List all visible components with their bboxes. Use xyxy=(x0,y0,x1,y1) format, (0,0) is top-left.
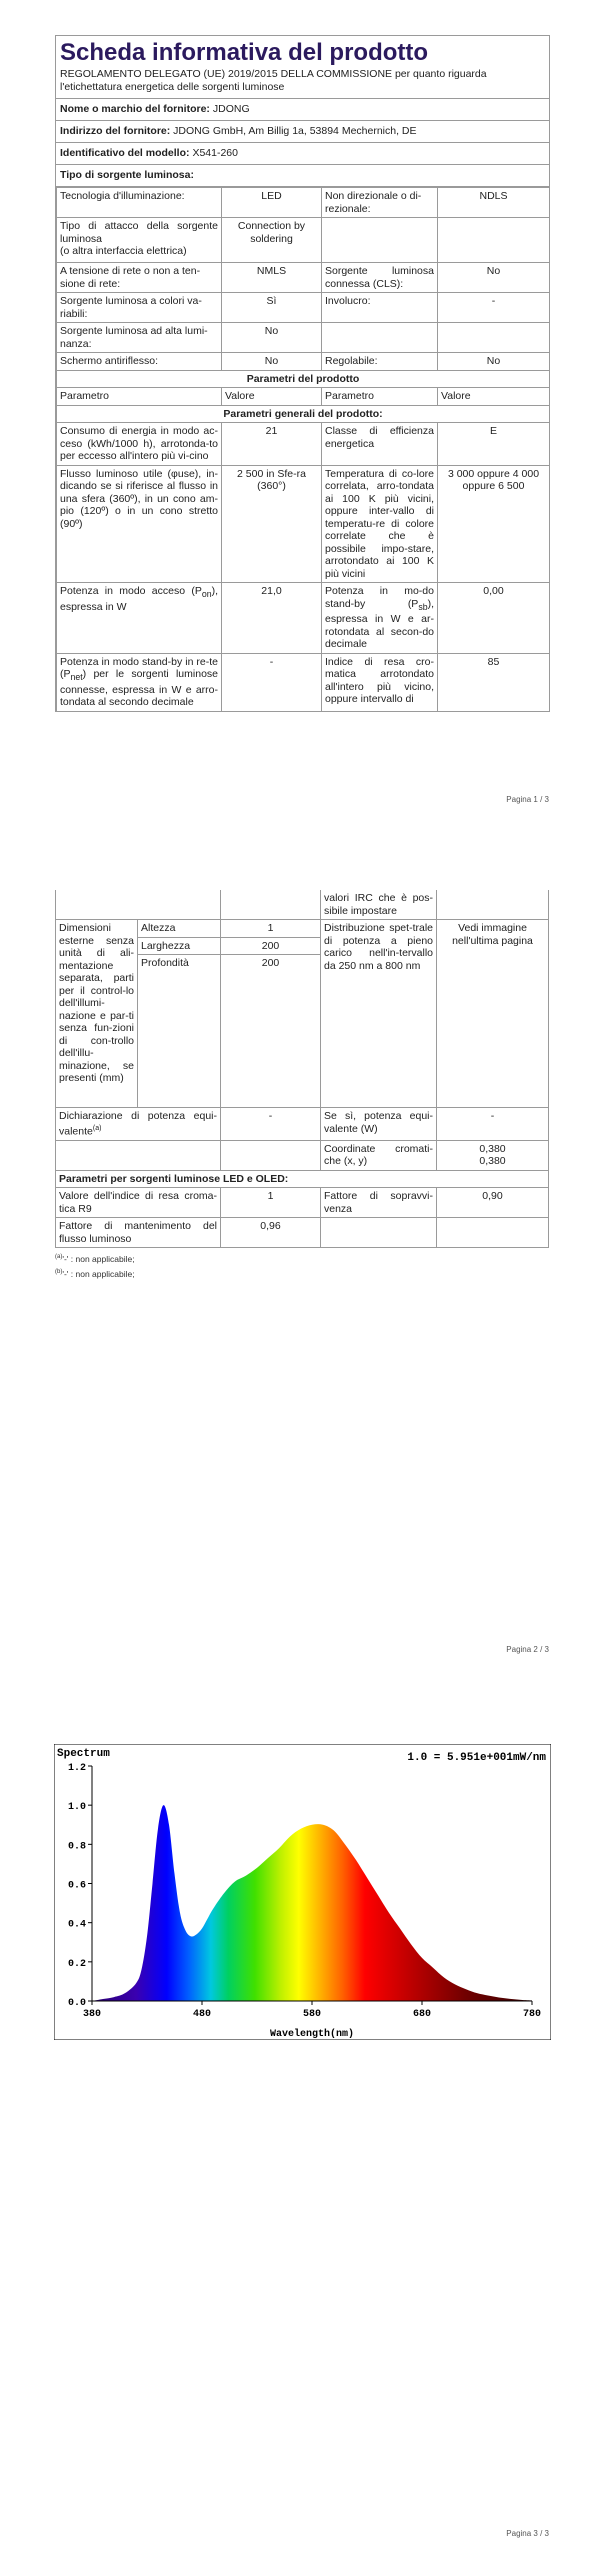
cct-value: 3 000 oppure 4 000 oppure 6 500 xyxy=(438,465,550,583)
product-sheet-page-1 xyxy=(55,35,550,712)
led-params-title: Parametri per sorgenti luminose LED e OLED: xyxy=(56,1170,549,1188)
x-tick-label: 780 xyxy=(522,2009,542,2020)
empty-cell xyxy=(438,323,550,353)
col-param-header: Parametro xyxy=(322,388,438,406)
mains-value: NMLS xyxy=(222,263,322,293)
chroma-label: Coordinate cromati-che (x, y) xyxy=(321,1140,437,1170)
table-row xyxy=(57,465,550,583)
dimmable-value: No xyxy=(438,353,550,371)
spd-label: Distribuzione spet-trale di potenza a pieno carico nell'in-tervallo da 250 nm a 800 nm xyxy=(321,920,437,1108)
pnet-label-b: ) per le sorgenti luminose connesse, espressa in W e arro-tondata al secondo decimale xyxy=(60,668,218,709)
y-tick-label: 1.0 xyxy=(67,1802,86,1814)
page-3 xyxy=(0,1730,603,2560)
eqw-label: Se sì, potenza equi-valente (W) xyxy=(321,1108,437,1141)
class-label: Classe di efficienza energetica xyxy=(322,423,438,466)
cap-label xyxy=(57,218,222,263)
regulation-text: REGOLAMENTO DELEGATO (UE) 2019/2015 DELLA COMMISSIONE per quanto riguarda l'etichettatura energetica delle sorgenti luminose xyxy=(56,68,549,99)
chroma-y: 0,380 xyxy=(479,1155,506,1167)
table-row xyxy=(56,1218,549,1248)
supplier-address-label: Indirizzo del fornitore: xyxy=(60,125,171,137)
nondir-label: Non direzionale o di-rezionale: xyxy=(322,188,438,218)
tech-label: Tecnologia d'illuminazione: xyxy=(57,188,222,218)
table-row xyxy=(56,920,549,938)
pon-label-a: Potenza in modo acceso (P xyxy=(60,585,202,597)
empty-cell xyxy=(438,218,550,263)
x-axis-label: Wavelength(nm) xyxy=(269,2029,355,2040)
x-tick-label: 480 xyxy=(192,2009,212,2020)
table-row xyxy=(57,405,550,423)
col-param-header: Parametro xyxy=(57,388,222,406)
mains-label: A tensione di rete o non a ten-sione di rete: xyxy=(57,263,222,293)
height-value: 1 xyxy=(221,920,321,938)
cri-label-cont: valori IRC che è pos-sibile impostare xyxy=(321,890,437,920)
empty-cell xyxy=(437,1218,549,1248)
surv-value: 0,90 xyxy=(437,1188,549,1218)
dimmable-label: Regolabile: xyxy=(322,353,438,371)
empty-cell xyxy=(221,1140,321,1170)
width-value: 200 xyxy=(221,937,321,955)
tech-value: LED xyxy=(222,188,322,218)
table-row xyxy=(57,583,550,654)
table-row xyxy=(57,218,550,263)
x-tick-label: 380 xyxy=(82,2009,102,2020)
pnet-value: - xyxy=(222,653,322,711)
page-2 xyxy=(0,880,603,1680)
footnote-a xyxy=(55,1251,548,1266)
empty-cell xyxy=(322,218,438,263)
connected-value: No xyxy=(438,263,550,293)
table-row xyxy=(57,323,550,353)
pon-label xyxy=(57,583,222,654)
chart-annotation: 1.0 = 5.951e+001mW/nm xyxy=(407,1752,546,1764)
pon-value: 21,0 xyxy=(222,583,322,654)
class-value: E xyxy=(438,423,550,466)
r9-label: Valore dell'indice di resa croma-tica R9 xyxy=(56,1188,221,1218)
empty-cell xyxy=(56,1140,221,1170)
source-type-table xyxy=(56,187,550,711)
supplier-address-row xyxy=(56,121,549,143)
page-number-2: Pagina 2 / 3 xyxy=(506,1645,549,1654)
model-id: X541-260 xyxy=(192,147,238,159)
empty-cell xyxy=(322,323,438,353)
depth-label: Profondità xyxy=(138,955,221,1108)
col-value-header: Valore xyxy=(222,388,322,406)
depth-value: 200 xyxy=(221,955,321,1108)
cap-label-main: Tipo di attacco della sorgente luminosa xyxy=(60,220,218,245)
empty-cell xyxy=(437,890,549,920)
spd-value: Vedi immagine nell'ultima pagina xyxy=(437,920,549,1108)
supplier-name-row xyxy=(56,99,549,121)
envelope-label: Involucro: xyxy=(322,293,438,323)
psb-sub: sb xyxy=(418,601,428,612)
col-value-header: Valore xyxy=(438,388,550,406)
psb-value: 0,00 xyxy=(438,583,550,654)
footnote-b-mark: (b) xyxy=(55,1268,63,1275)
supplier-address: JDONG GmbH, Am Billig 1a, 53894 Mechernich, DE xyxy=(173,125,417,137)
general-params-title: Parametri generali del prodotto: xyxy=(57,405,550,423)
doc-title: Scheda informativa del prodotto xyxy=(60,39,429,66)
envelope-value: - xyxy=(438,293,550,323)
cct-label: Temperatura di co-lore correlata, arro-tondata ai 100 K più vicini, oppure inter-vallo di temperatu-re di colore correlate che è possibile impo-stare, arrotondato ai 100 K più vicini xyxy=(322,465,438,583)
glare-value: No xyxy=(222,353,322,371)
y-tick-label: 0.0 xyxy=(67,1998,86,2009)
footnote-a-text: '-' : non applicabile; xyxy=(62,1253,135,1264)
page-1 xyxy=(0,0,603,830)
cri-value: 85 xyxy=(438,653,550,711)
width-label: Larghezza xyxy=(138,937,221,955)
tunable-value: Sì xyxy=(222,293,322,323)
table-row xyxy=(56,1170,549,1188)
hl-value: No xyxy=(222,323,322,353)
table-row xyxy=(57,353,550,371)
spectrum-chart xyxy=(54,1744,551,2040)
x-tick-label: 580 xyxy=(302,2009,322,2020)
supplier-name-label: Nome o marchio del fornitore: xyxy=(60,103,210,115)
y-tick-label: 1.2 xyxy=(67,1763,86,1774)
pnet-label xyxy=(57,653,222,711)
tunable-label: Sorgente luminosa a colori va-riabili: xyxy=(57,293,222,323)
model-id-row xyxy=(56,143,549,165)
psb-label-b: ), espressa in W e ar-rotondata al secon-do decimale xyxy=(325,597,434,651)
hl-label: Sorgente luminosa ad alta lumi-nanza: xyxy=(57,323,222,353)
params-section-title: Parametri del prodotto xyxy=(57,370,550,388)
pon-sub: on xyxy=(201,589,212,600)
energy-value: 21 xyxy=(222,423,322,466)
source-type-label: Tipo di sorgente luminosa: xyxy=(60,169,194,181)
cap-value: Connection by soldering xyxy=(222,218,322,263)
supplier-name: JDONG xyxy=(212,103,250,115)
maint-value: 0,96 xyxy=(221,1218,321,1248)
r9-value: 1 xyxy=(221,1188,321,1218)
dims-label: Dimensioni esterne senza unità di ali-mentazione separata, parti per il control-lo dell'illumi-nazione e par-ti senza fun-zioni di con-trollo dell'illu-minazione, se presenti (mm) xyxy=(56,920,138,1108)
table-row xyxy=(57,370,550,388)
pnet-sub: net xyxy=(70,672,83,683)
flux-label: Flusso luminoso utile (φuse), in-dicando se si riferisce al flusso in una sfera (360º), in un cono am-pio (120º) o in un cono stretto (90º) xyxy=(57,465,222,583)
table-row xyxy=(57,653,550,711)
table-row xyxy=(57,388,550,406)
model-id-label: Identificativo del modello: xyxy=(60,147,190,159)
pon-label-b: ), espressa in W xyxy=(60,585,218,613)
empty-cell xyxy=(221,890,321,920)
source-type-row xyxy=(56,165,549,187)
eq-value: - xyxy=(221,1108,321,1141)
y-tick-label: 0.6 xyxy=(67,1880,86,1892)
nondir-value: NDLS xyxy=(438,188,550,218)
page-number-3: Pagina 3 / 3 xyxy=(506,2529,549,2538)
product-sheet-page-2 xyxy=(55,890,548,1281)
chroma-value xyxy=(437,1140,549,1170)
cri-label: Indice di resa cro-matica arrotondato all'intero più vicino, oppure intervallo di xyxy=(322,653,438,711)
table-row xyxy=(57,188,550,218)
y-tick-label: 0.2 xyxy=(67,1958,86,1970)
eqw-value: - xyxy=(437,1108,549,1141)
psb-label-a: Potenza in mo-do stand-by (P xyxy=(325,585,434,610)
table-row xyxy=(57,293,550,323)
empty-cell xyxy=(56,890,221,920)
empty-cell xyxy=(321,1218,437,1248)
table-row xyxy=(56,890,549,920)
chroma-x: 0,380 xyxy=(479,1142,506,1155)
footnote-b-text: '-' : non applicabile; xyxy=(62,1268,135,1279)
x-tick-label: 680 xyxy=(412,2009,432,2020)
footnote-a-mark: (a) xyxy=(55,1254,63,1260)
table-row xyxy=(57,423,550,466)
table-row xyxy=(56,1188,549,1218)
cap-label-sub: (o altra interfaccia elettrica) xyxy=(60,245,187,257)
glare-label: Schermo antiriflesso: xyxy=(57,353,222,371)
table-row xyxy=(56,1140,549,1170)
footnote-b xyxy=(55,1266,548,1281)
surv-label: Fattore di sopravvi-venza xyxy=(321,1188,437,1218)
connected-label: Sorgente luminosa connessa (CLS): xyxy=(322,263,438,293)
chart-title: Spectrum xyxy=(57,1748,110,1760)
params-table-continued xyxy=(55,890,549,1248)
table-row xyxy=(56,1108,549,1141)
y-tick-label: 0.8 xyxy=(67,1841,86,1853)
eq-label xyxy=(56,1108,221,1141)
pnet-label-a: Potenza in modo stand-by in re-te (P xyxy=(60,655,218,681)
flux-value: 2 500 in Sfe-ra (360°) xyxy=(222,465,322,583)
table-row xyxy=(57,263,550,293)
spectrum-svg xyxy=(54,1744,551,2040)
maint-label: Fattore di mantenimento del flusso luminoso xyxy=(56,1218,221,1248)
psb-label xyxy=(322,583,438,654)
page-number-1: Pagina 1 / 3 xyxy=(506,795,549,804)
y-tick-label: 0.4 xyxy=(67,1919,86,1931)
eq-sup: (a) xyxy=(92,1124,102,1132)
eq-label-text: Dichiarazione di potenza equi-valente xyxy=(59,1110,217,1137)
energy-label: Consumo di energia in modo ac-ceso (kWh/1000 h), arrotonda-to per eccesso all'intero più vi-cino xyxy=(57,423,222,466)
height-label: Altezza xyxy=(138,920,221,938)
